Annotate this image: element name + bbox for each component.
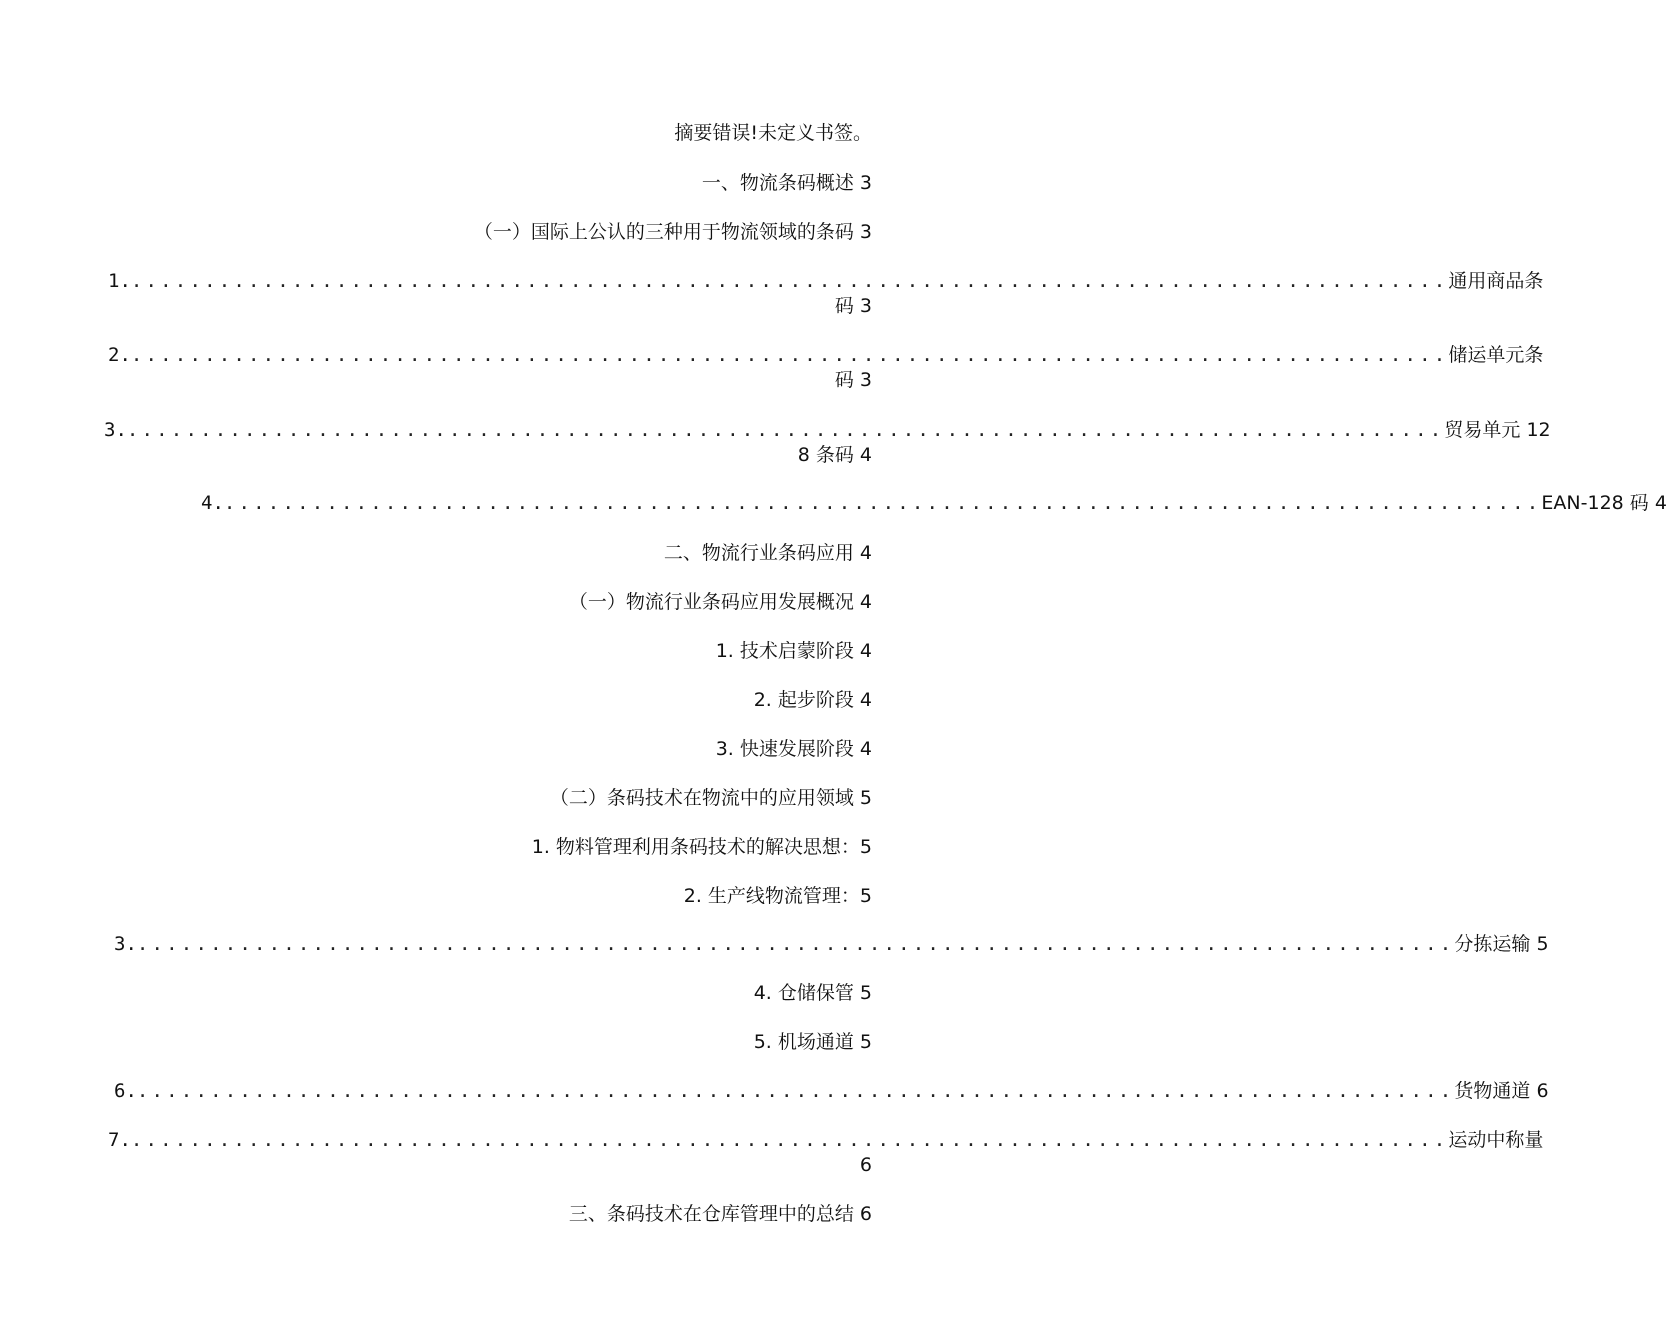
toc-entry-dotted[interactable] — [108, 269, 1544, 319]
toc-entry[interactable]: 2. 生产线物流管理：5 — [683, 885, 872, 907]
toc-entry-number: 1. — [108, 270, 131, 292]
toc-entry[interactable]: （一）物流行业条码应用发展概况 4 — [568, 591, 872, 613]
toc-entry-text: 贸易单元 12 — [1444, 419, 1551, 441]
toc-entry[interactable]: 4. 仓储保管 5 — [753, 982, 872, 1004]
dot-leader: .......................................................................................... — [126, 419, 1445, 441]
toc-entry-text: 运动中称量 — [1448, 1129, 1544, 1151]
toc-entry[interactable]: 二、物流行业条码应用 4 — [663, 542, 872, 564]
toc-entry[interactable]: 5. 机场通道 5 — [753, 1031, 872, 1053]
toc-entry-text: 分拣运输 5 — [1454, 933, 1549, 955]
toc-entry[interactable]: 三、条码技术在仓库管理中的总结 6 — [568, 1203, 872, 1225]
dot-leader: .......................................................................................... — [130, 270, 1449, 292]
toc-entry-text: 货物通道 6 — [1454, 1080, 1549, 1102]
toc-entry[interactable]: 2. 起步阶段 4 — [753, 689, 872, 711]
toc-entry-continuation: 6 — [859, 1154, 872, 1176]
toc-entry-continuation: 8 条码 4 — [797, 444, 872, 466]
dot-leader: .......................................................................................... — [136, 933, 1455, 955]
toc-entry-dotted[interactable] — [108, 1128, 1544, 1178]
toc-entry-number: 7. — [108, 1129, 131, 1151]
toc-entry-dotted[interactable] — [108, 343, 1544, 393]
toc-entry[interactable]: （一）国际上公认的三种用于物流领域的条码 3 — [473, 221, 872, 243]
dot-leader: .......................................................................................... — [130, 1129, 1449, 1151]
toc-entry-text: EAN-128 码 4 — [1541, 492, 1667, 514]
toc-entry[interactable]: 3. 快速发展阶段 4 — [715, 738, 872, 760]
toc-entry-number: 3. — [114, 933, 137, 955]
toc-entry[interactable]: 1. 物料管理利用条码技术的解决思想：5 — [531, 836, 872, 858]
toc-entry-text: 储运单元条 — [1448, 344, 1544, 366]
toc-entry-dotted[interactable] — [104, 418, 1551, 468]
dot-leader: .......................................................................................... — [130, 344, 1449, 366]
toc-entry[interactable]: （二）条码技术在物流中的应用领域 5 — [549, 787, 872, 809]
toc-entry-dotted[interactable] — [201, 491, 1667, 516]
toc-entry-number: 6. — [114, 1080, 137, 1102]
toc-entry-number: 3. — [104, 419, 127, 441]
toc-entry[interactable]: 一、物流条码概述 3 — [701, 172, 872, 194]
dot-leader: .......................................................................................... — [136, 1080, 1455, 1102]
toc-entry-dotted[interactable] — [114, 932, 1549, 957]
toc-entry[interactable]: 1. 技术启蒙阶段 4 — [715, 640, 872, 662]
toc-entry-continuation: 码 3 — [834, 369, 872, 391]
toc-entry-number: 4. — [201, 492, 224, 514]
dot-leader: .......................................................................................... — [223, 492, 1542, 514]
toc-title[interactable]: 摘要错误!未定义书签。 — [674, 122, 872, 144]
toc-entry-text: 通用商品条 — [1448, 270, 1544, 292]
toc-entry-number: 2. — [108, 344, 131, 366]
toc-entry-continuation: 码 3 — [834, 295, 872, 317]
toc-entry-dotted[interactable] — [114, 1079, 1549, 1104]
